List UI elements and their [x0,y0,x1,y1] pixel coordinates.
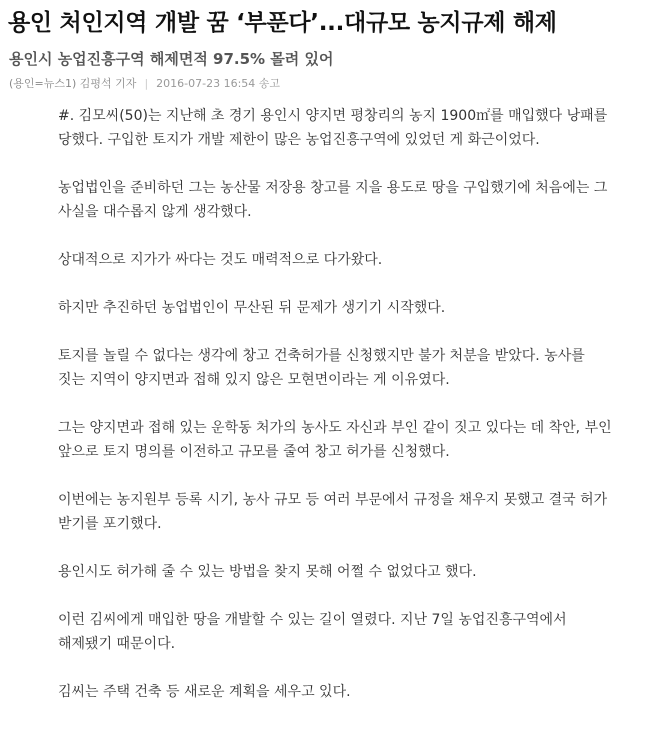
article-paragraph-8: 용인시도 허가해 줄 수 있는 방법을 찾지 못해 어쩔 수 없었다고 했다. [58,564,477,580]
article-paragraph-7: 이번에는 농지원부 등록 시기, 농사 규모 등 여러 부문에서 규정을 채우지 못했고 결국 허가 받기를 포기했다. [58,492,608,532]
article-headline: 용인 처인지역 개발 꿈 ‘부푼다’...대규모 농지규제 해제 [8,10,557,36]
article-paragraph-2: 농업법인을 준비하던 그는 농산물 저장용 창고를 지을 용도로 땅을 구입했기에 처음에는 그 사실을 대수롭지 않게 생각했다. [58,180,608,220]
article-body [58,104,614,704]
byline-source: (용인=뉴스1) 김평석 기자 [9,77,137,90]
article-paragraph-3: 상대적으로 지가가 싸다는 것도 매력적으로 다가왔다. [58,252,383,268]
article-paragraph-6: 그는 양지면과 접해 있는 운학동 처가의 농사도 자신과 부인 같이 짓고 있다는 데 착안, 부인 앞으로 토지 명의를 이전하고 규모를 줄여 창고 허가를 신청했다. [58,420,612,460]
article-subtitle: 용인시 농업진흥구역 해제면적 97.5% 몰려 있어 [9,50,334,68]
article-paragraph-1: #. 김모씨(50)는 지난해 초 경기 용인시 양지면 평창리의 농지 1900㎡를 매입했다 낭패를 당했다. 구입한 토지가 개발 제한이 많은 농업진흥구역에 있었던 게 화근이었다. [58,108,608,148]
byline-date: 2016-07-23 16:54 송고 [156,77,281,90]
article-paragraph-9: 이런 김씨에게 매입한 땅을 개발할 수 있는 길이 열렸다. 지난 7일 농업진흥구역에서 해제됐기 때문이다. [58,612,567,652]
byline-separator: | [144,77,149,90]
article-byline [9,76,280,92]
article-paragraph-5: 토지를 놀릴 수 없다는 생각에 창고 건축허가를 신청했지만 불가 처분을 받았다. 농사를 짓는 지역이 양지면과 접해 있지 않은 모현면이라는 게 이유였다. [58,348,585,388]
article-paragraph-4: 하지만 추진하던 농업법인이 무산된 뒤 문제가 생기기 시작했다. [58,300,446,316]
article-paragraph-10: 김씨는 주택 건축 등 새로운 계획을 세우고 있다. [58,684,351,700]
